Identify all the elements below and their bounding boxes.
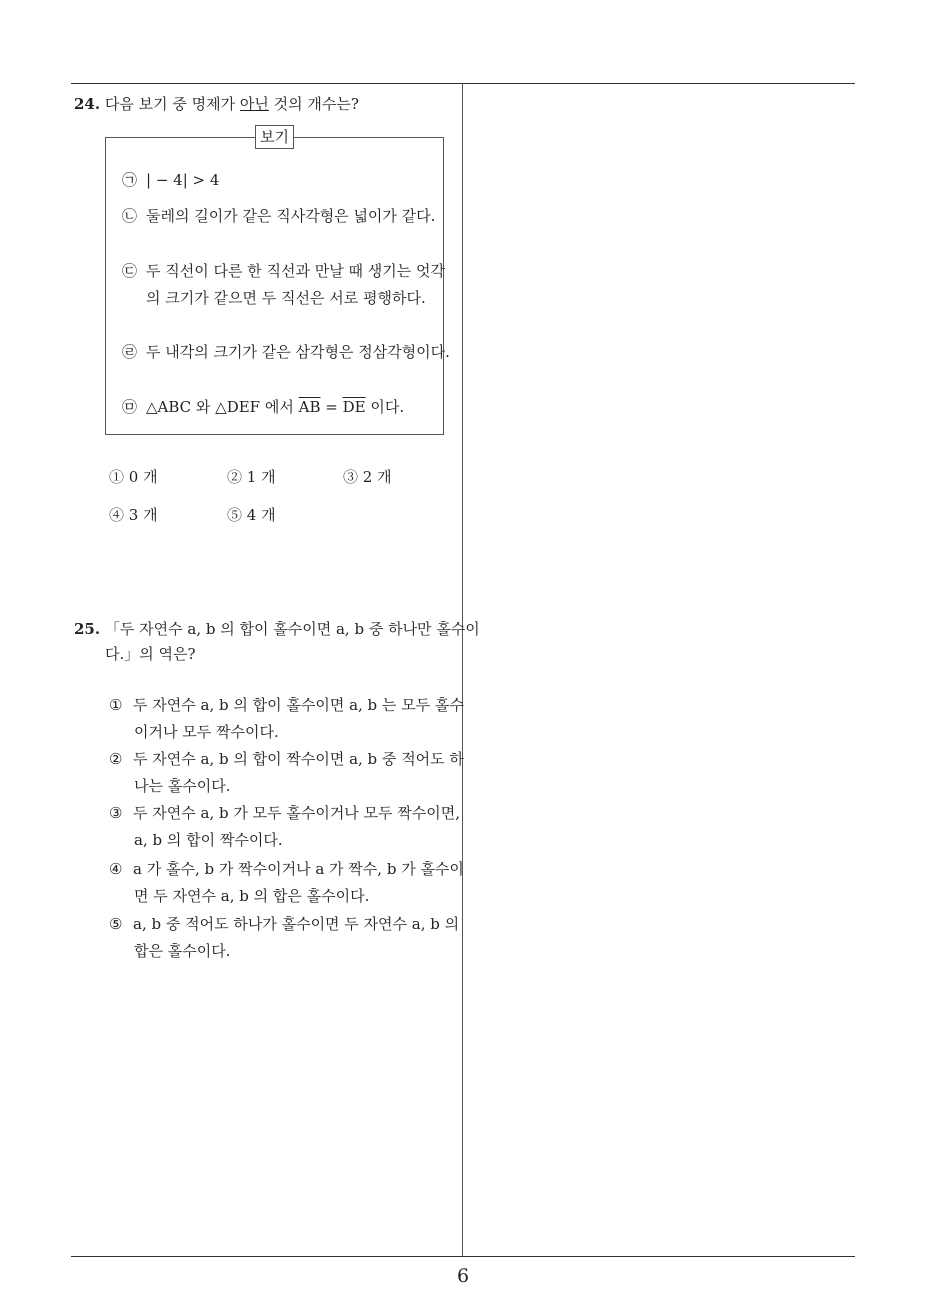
- q24-choice-2[interactable]: ② 1 개: [227, 468, 276, 486]
- segment-de: $\overline{DE}$: [342, 398, 366, 416]
- q24-choice-4[interactable]: ④ 3 개: [109, 506, 158, 524]
- option-mark: ⑤: [109, 915, 123, 933]
- bogi-item-5: [122, 394, 451, 421]
- bogi-item-3: [122, 258, 451, 312]
- bogi-item-post: 이다.: [370, 398, 405, 416]
- option-text: 두 자연수 a, b 가 모두 홀수이거나 모두 짝수이면, a, b 의 합이 짝수이다.: [133, 804, 461, 849]
- bogi-item-pre: △ABC 와 △DEF 에서: [146, 398, 294, 416]
- option-mark: ③: [109, 804, 123, 822]
- question-24-number: 24.: [74, 95, 101, 113]
- q25-option-3[interactable]: [109, 800, 469, 854]
- q24-choice-5[interactable]: ⑤ 4 개: [227, 506, 276, 524]
- q25-option-1[interactable]: [109, 692, 469, 746]
- bogi-item-4: [122, 339, 451, 366]
- bogi-label: 보기: [255, 125, 294, 149]
- bogi-item-text: 둘레의 길이가 같은 직사각형은 넓이가 같다.: [146, 207, 436, 225]
- bogi-item-1: [122, 167, 451, 194]
- q25-option-5[interactable]: [109, 911, 469, 965]
- option-mark: ②: [109, 750, 123, 768]
- question-24-stem-post: 것의 개수는?: [273, 95, 359, 113]
- question-25-number: 25.: [74, 620, 101, 638]
- question-24-stem: [74, 92, 359, 117]
- bogi-item-mark: ㉤: [122, 398, 138, 416]
- question-24-stem-pre: 다음 보기 중 명제가: [104, 95, 236, 113]
- equals-sign: =: [325, 398, 338, 416]
- q24-choice-1[interactable]: ① 0 개: [109, 468, 158, 486]
- bogi-item-text: | − 4| > 4: [146, 171, 220, 189]
- bogi-item-mark: ㉠: [122, 171, 138, 189]
- page-number: 6: [456, 1265, 470, 1287]
- question-24-stem-underlined: 아닌: [239, 95, 269, 113]
- bogi-item-text: 두 내각의 크기가 같은 삼각형은 정삼각형이다.: [146, 343, 450, 361]
- q24-choice-3[interactable]: ③ 2 개: [343, 468, 392, 486]
- option-text: a 가 홀수, b 가 짝수이거나 a 가 짝수, b 가 홀수이면 두 자연수 a, b 의 합은 홀수이다.: [133, 860, 464, 905]
- bogi-item-mark: ㉢: [122, 262, 138, 280]
- bogi-item-mark: ㉡: [122, 207, 138, 225]
- q25-option-4[interactable]: [109, 856, 469, 910]
- option-mark: ④: [109, 860, 123, 878]
- option-text: 두 자연수 a, b 의 합이 짝수이면 a, b 중 적어도 하나는 홀수이다.: [133, 750, 464, 795]
- option-text: 두 자연수 a, b 의 합이 홀수이면 a, b 는 모두 홀수이거나 모두 짝수이다.: [133, 696, 464, 741]
- bogi-item-text: 두 직선이 다른 한 직선과 만날 때 생기는 엇각의 크기가 같으면 두 직선은 서로 평행하다.: [146, 262, 445, 307]
- top-rule: [71, 83, 855, 84]
- option-mark: ①: [109, 696, 123, 714]
- segment-ab: $\overline{AB}$: [298, 398, 321, 416]
- bogi-item-2: [122, 203, 451, 230]
- question-25-stem: [74, 617, 490, 667]
- column-divider: [462, 83, 463, 1256]
- question-25-stem-text: 「두 자연수 a, b 의 합이 홀수이면 a, b 중 하나만 홀수이다.」의 역은?: [104, 620, 480, 663]
- q25-option-2[interactable]: [109, 746, 469, 800]
- option-text: a, b 중 적어도 하나가 홀수이면 두 자연수 a, b 의 합은 홀수이다.: [133, 915, 460, 960]
- bogi-item-mark: ㉣: [122, 343, 138, 361]
- bottom-rule: [71, 1256, 855, 1257]
